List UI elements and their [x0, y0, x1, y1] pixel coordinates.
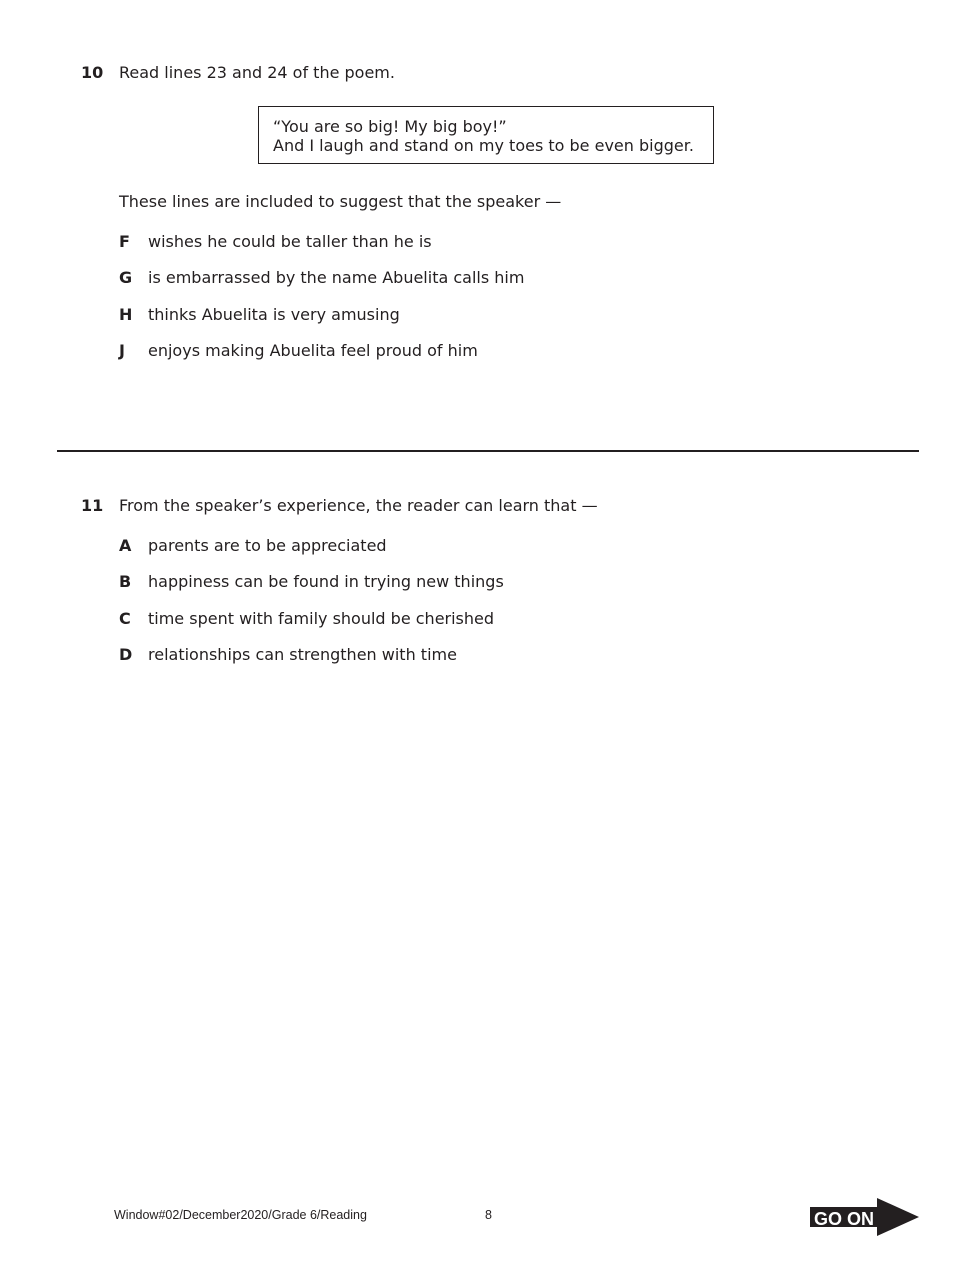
question-11-number: 11 [81, 496, 104, 515]
option-text: parents are to be appreciated [148, 536, 387, 555]
option-letter: F [119, 232, 130, 251]
option-letter: J [119, 341, 125, 360]
question-10-stem: These lines are included to suggest that the speaker — [119, 192, 562, 211]
poem-excerpt-box [258, 106, 714, 164]
option-text: happiness can be found in trying new things [148, 572, 504, 591]
question-11-prompt: From the speaker’s experience, the reader can learn that — [119, 496, 598, 515]
option-letter: G [119, 268, 133, 287]
footer-form-label: Window#02/December2020/Grade 6/Reading [114, 1208, 367, 1222]
option-text: time spent with family should be cherished [148, 609, 495, 628]
excerpt-line-2: And I laugh and stand on my toes to be even bigger. [273, 136, 694, 155]
go-on-arrow [808, 1196, 920, 1238]
option-letter: C [119, 609, 131, 628]
question-10-number: 10 [81, 63, 104, 82]
option-text: is embarrassed by the name Abuelita calls him [148, 268, 525, 287]
question-10-prompt: Read lines 23 and 24 of the poem. [119, 63, 395, 82]
option-text: thinks Abuelita is very amusing [148, 305, 400, 324]
option-text: relationships can strengthen with time [148, 645, 457, 664]
option-letter: A [119, 536, 132, 555]
go-on-label: GO ON [814, 1209, 875, 1229]
excerpt-line-1: “You are so big! My big boy!” [273, 117, 507, 136]
option-letter: H [119, 305, 133, 324]
arrow-right-icon [877, 1198, 919, 1236]
option-letter: D [119, 645, 133, 664]
option-letter: B [119, 572, 132, 591]
question-divider [57, 450, 919, 452]
page-number: 8 [485, 1208, 492, 1222]
option-text: wishes he could be taller than he is [148, 232, 432, 251]
option-text: enjoys making Abuelita feel proud of him [148, 341, 478, 360]
